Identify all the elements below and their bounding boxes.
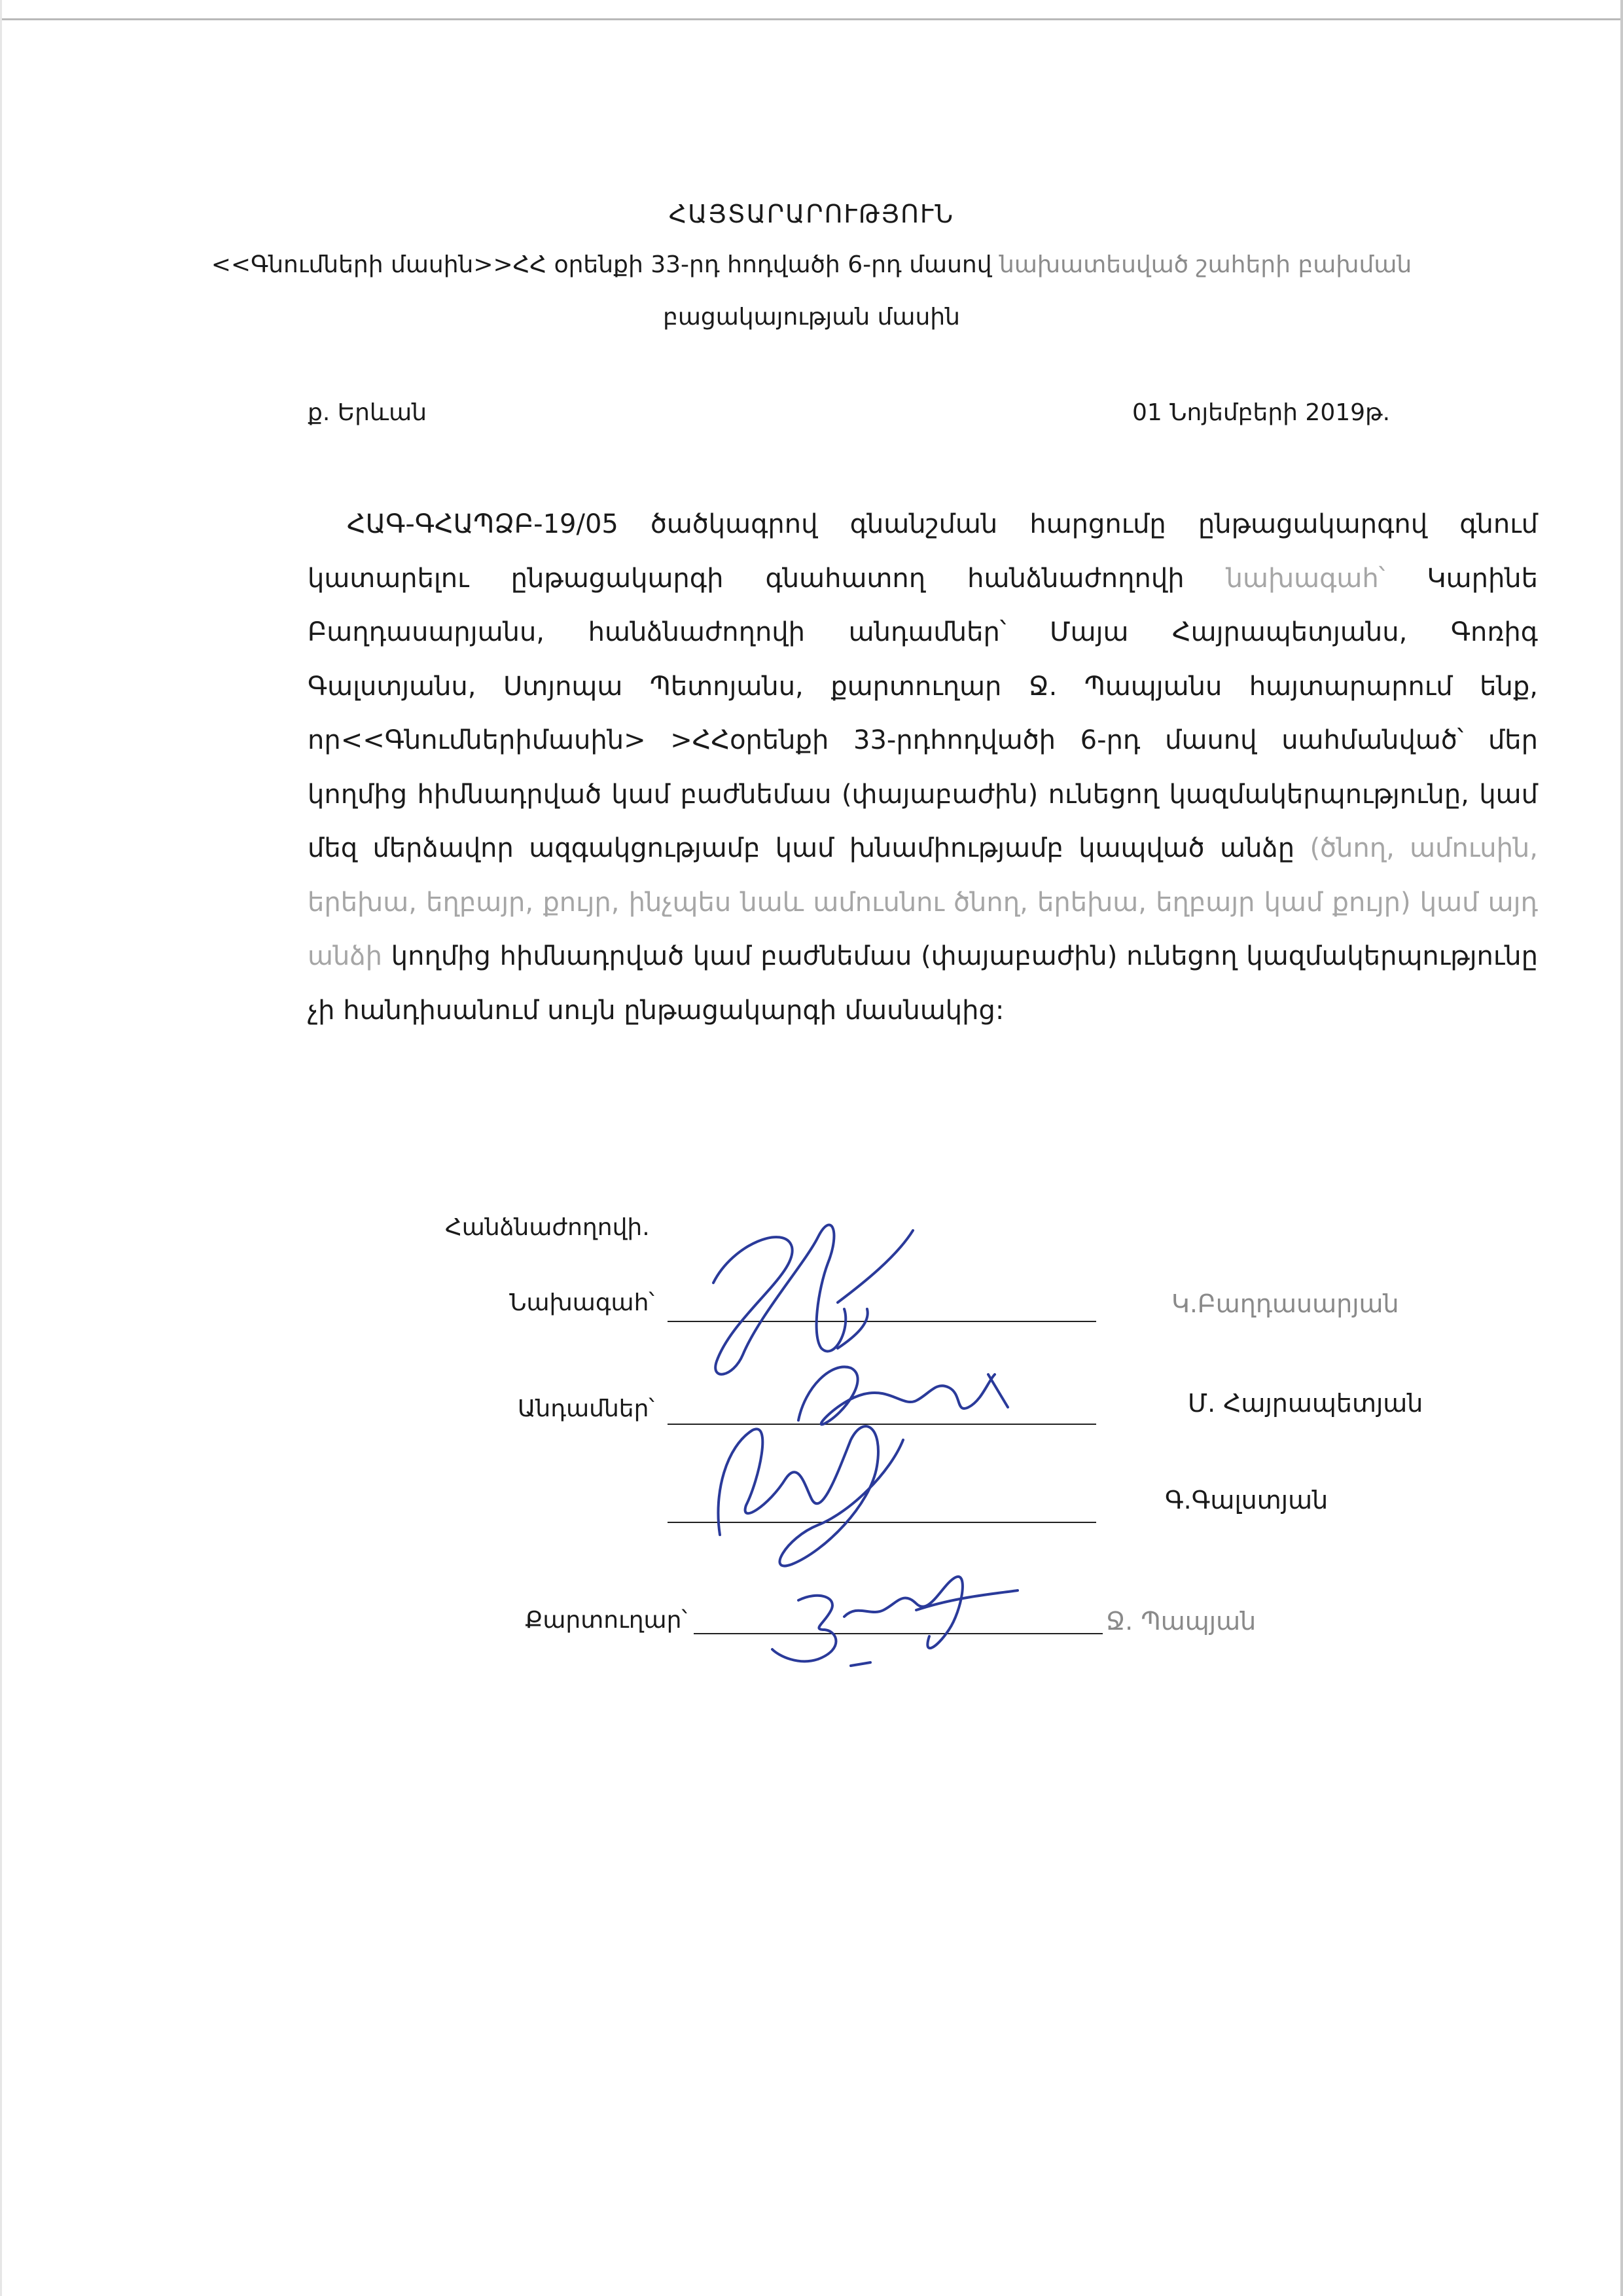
document-title: ՀԱՅՏԱՐԱՐՈՒԹՅՈՒՆ <box>668 200 955 228</box>
scan-left-edge <box>0 0 2 2296</box>
member1-signature-line <box>668 1424 1096 1425</box>
declaration-body <box>308 497 1538 1037</box>
scan-top-edge <box>0 18 1623 20</box>
secretary-signature-line <box>694 1633 1103 1634</box>
chair-label: Նախագահ՝ <box>509 1289 654 1316</box>
scan-right-edge <box>1620 0 1623 2296</box>
body-part-faded-2: (ծնող, ամուսին, երեխա, եղբայր, քույր, ինչպես նաև ամուսնու ծնող, երեխա, եղբայր կամ քույր) կամ այդ անձի <box>308 833 1538 971</box>
secretary-signature <box>772 1577 1018 1666</box>
chair-signature <box>713 1225 913 1374</box>
subtitle-line-1-main: <<Գնումների մասին>>ՀՀ օրենքի 33-րդ հոդվածի 6-րդ մասով <box>211 251 999 278</box>
subtitle-line-1 <box>0 239 1623 291</box>
member1-name: Մ. Հայրապետյան <box>1188 1389 1423 1418</box>
document-city: ք. Երևան <box>308 399 427 426</box>
subtitle-line-1-faded: նախատեսված շահերի բախման <box>999 251 1412 278</box>
document-date: 01 Նոյեմբերի 2019թ. <box>1132 399 1391 426</box>
document-subtitle <box>0 239 1623 344</box>
chair-name: Կ.Բաղդասարյան <box>1171 1289 1399 1318</box>
secretary-name: Ջ. Պապյան <box>1106 1607 1257 1636</box>
body-part-faded-1: նախագահ՝ <box>1226 563 1427 594</box>
body-part-3: կողմից հիմնադրված կամ բաժնեմաս (փայաբաժին) ունեցող կազմակերպությունը չի հանդիսանում սույն ընթացակարգի մասնակից: <box>308 941 1538 1026</box>
secretary-label: Քարտուղար՝ <box>525 1607 687 1634</box>
member2-signature-line <box>668 1522 1096 1523</box>
chair-signature-line <box>668 1321 1096 1322</box>
member2-signature <box>718 1426 903 1566</box>
body-part-2: Կարինե Բաղդասարյանս, հանձնաժողովի անդամներ՝ Մայա Հայրապետյանս, Գոռիգ Գալստյանս, Ստյոպա Պետոյանս, քարտուղար Ջ. Պապյանս հայտարարում ենք, որ<<Գնումներիմասին> >ՀՀօրենքի 33-րդհոդվածի 6-րդ մասով սահմանված՝ մեր կողմից հիմնադրված կամ բաժնեմաս (փայաբաժին) ունեցող կազմակերպությունը, կամ մեզ մերձավոր ազգակցությամբ կամ խնամիությամբ կապված անձը <box>308 563 1538 863</box>
member1-signature <box>798 1367 1008 1424</box>
commission-label: Հանձնաժողովի. <box>445 1214 650 1241</box>
member2-name: Գ.Գալստյան <box>1165 1486 1329 1515</box>
body-part-1: ՀԱԳ-ԳՀԱՊՁԲ-19/05 ծածկագրով գնանշման հարցումը ընթացակարգով գնում կատարելու ընթացակարգի գնահատող հանձնաժողովի <box>308 509 1538 594</box>
members-label: Անդամներ՝ <box>517 1395 654 1422</box>
subtitle-line-2: բացակայության մասին <box>663 304 960 331</box>
